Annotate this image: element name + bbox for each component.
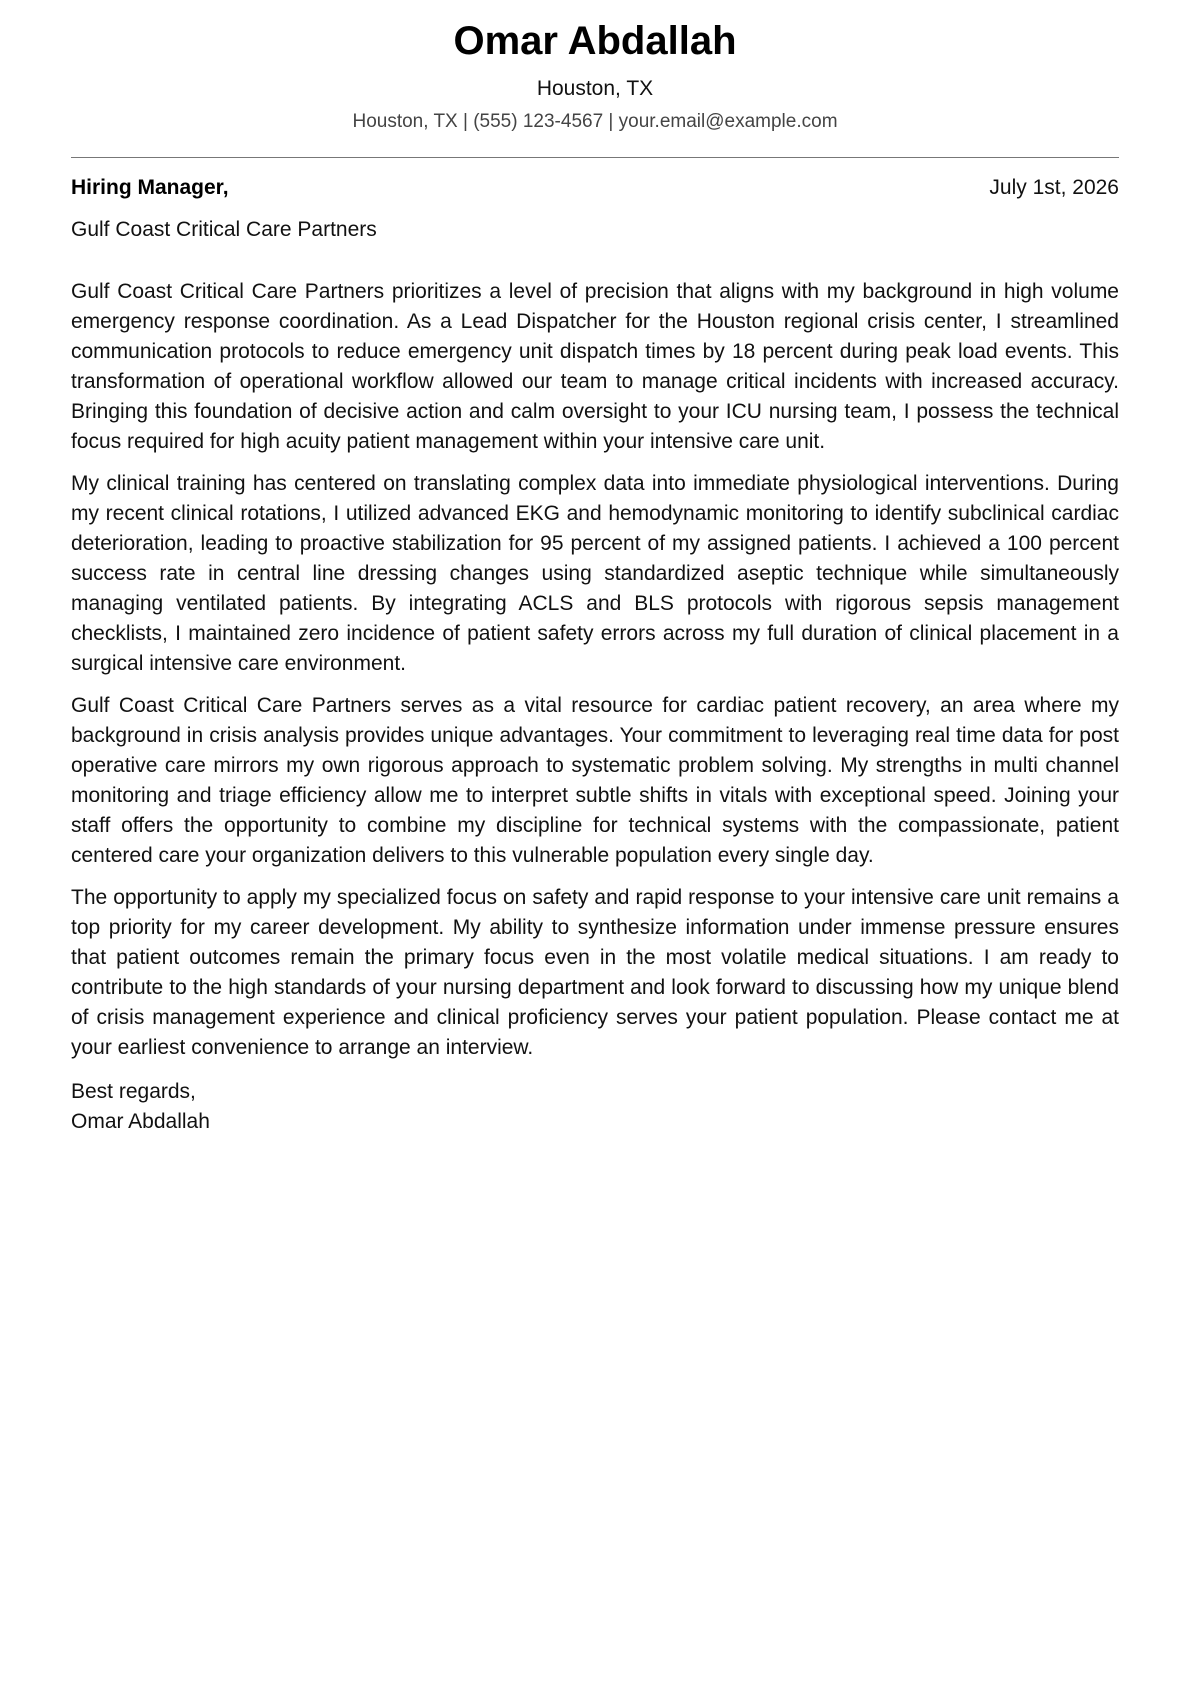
body-paragraph: Gulf Coast Critical Care Partners prioritizes a level of precision that aligns with my background in high volume emergency response coordination. As a Lead Dispatcher for the Houston regional crisis center, I streamlined communication protocols to reduce emergency unit dispatch times by 18 percent during peak load events. This transformation of operational workflow allowed our team to manage critical incidents with increased accuracy. Bringing this foundation of decisive action and calm oversight to your ICU nursing team, I possess the technical focus required for high acuity patient management within your intensive care unit. [71, 280, 1119, 453]
letter-closing [71, 1077, 1119, 1137]
signature-name: Omar Abdallah [71, 1110, 210, 1133]
contact-line: Houston, TX | (555) 123-4567 | your.email@example.com [352, 111, 838, 132]
applicant-location: Houston, TX [536, 77, 654, 100]
letter-body [71, 277, 1119, 1063]
body-paragraph: The opportunity to apply my specialized focus on safety and rapid response to your intensive care unit remains a top priority for my career development. My ability to synthesize information under immense pressure ensures that patient outcomes remain the primary focus even in the most volatile medical situations. I am ready to contribute to the high standards of your nursing department and look forward to discussing how my unique blend of crisis management experience and clinical proficiency serves your patient population. Please contact me at your earliest convenience to arrange an interview. [71, 886, 1119, 1059]
closing-phrase: Best regards, [71, 1080, 196, 1103]
letter-date: July 1st, 2026 [989, 176, 1119, 199]
body-paragraph: My clinical training has centered on translating complex data into immediate physiological interventions. During my recent clinical rotations, I utilized advanced EKG and hemodynamic monitoring to identify subclinical cardiac deterioration, leading to proactive stabilization for 95 percent of my assigned patients. I achieved a 100 percent success rate in central line dressing changes using standardized aseptic technique while simultaneously managing ventilated patients. By integrating ACLS and BLS protocols with rigorous sepsis management checklists, I maintained zero incidence of patient safety errors across my full duration of clinical placement in a surgical intensive care environment. [71, 472, 1119, 675]
recipient-salutation: Hiring Manager, [71, 176, 229, 199]
recipient-company: Gulf Coast Critical Care Partners [71, 218, 377, 241]
recipient-date-row [71, 175, 1119, 201]
body-paragraph: Gulf Coast Critical Care Partners serves as a vital resource for cardiac patient recovery, an area where my background in crisis analysis provides unique advantages. Your commitment to leveraging real time data for post operative care mirrors my own rigorous approach to systematic problem solving. My strengths in multi channel monitoring and triage efficiency allow me to interpret subtle shifts in vitals with exceptional speed. Joining your staff offers the opportunity to combine my discipline for technical systems with the compassionate, patient centered care your organization delivers to this vulnerable population every single day. [71, 694, 1119, 867]
applicant-name: Omar Abdallah [453, 19, 737, 63]
letter-header [71, 0, 1119, 134]
header-divider [71, 157, 1119, 158]
